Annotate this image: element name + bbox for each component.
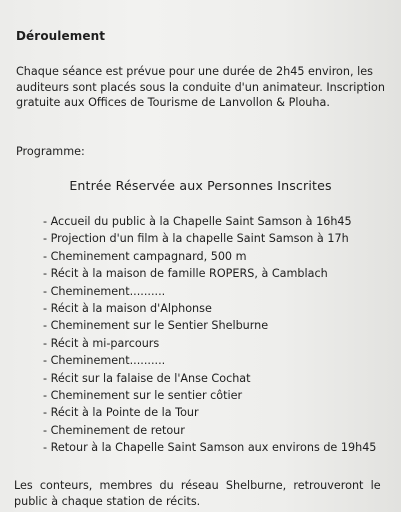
list-item: - Cheminement.......... bbox=[43, 354, 166, 368]
intro-line: gratuite aux Offices de Tourisme de Lanvollon & Plouha. bbox=[16, 96, 330, 109]
programme-label: Programme: bbox=[16, 145, 85, 158]
intro-line: auditeurs sont placés sous la conduite d'un animateur. Inscription bbox=[16, 80, 385, 94]
list-item: - Cheminement de retour bbox=[43, 423, 185, 437]
list-item: - Cheminement campagnard, 500 m bbox=[43, 249, 247, 263]
list-item: - Cheminement.......... bbox=[43, 284, 166, 298]
programme-list bbox=[43, 213, 376, 457]
list-item: - Accueil du public à la Chapelle Saint Samson à 16h45 bbox=[43, 215, 352, 228]
list-item: - Cheminement sur le sentier côtier bbox=[43, 389, 243, 403]
programme-heading: Entrée Réservée aux Personnes Inscrites bbox=[69, 178, 332, 193]
list-item: - Récit à la maison de famille ROPERS, à Camblach bbox=[43, 267, 328, 281]
list-item: - Récit à mi-parcours bbox=[43, 336, 160, 350]
list-item: - Récit sur la falaise de l'Anse Cochat bbox=[43, 371, 251, 385]
outro-paragraph bbox=[14, 478, 381, 510]
outro-line: public à chaque station de récits. bbox=[14, 495, 201, 508]
intro-line: Chaque séance est prévue pour une durée de 2h45 environ, les bbox=[16, 65, 373, 78]
outro-line: Les conteurs, membres du réseau Shelburne, retrouveront le bbox=[14, 479, 381, 492]
list-item: - Projection d'un film à la chapelle Saint Samson à 17h bbox=[43, 232, 349, 246]
section-title: Déroulement bbox=[16, 29, 106, 43]
list-item: - Récit à la maison d'Alphonse bbox=[43, 302, 212, 316]
list-item: - Récit à la Pointe de la Tour bbox=[43, 406, 199, 420]
list-item: - Retour à la Chapelle Saint Samson aux environs de 19h45 bbox=[43, 441, 377, 455]
list-item: - Cheminement sur le Sentier Shelburne bbox=[43, 319, 269, 333]
intro-paragraph bbox=[16, 64, 386, 111]
